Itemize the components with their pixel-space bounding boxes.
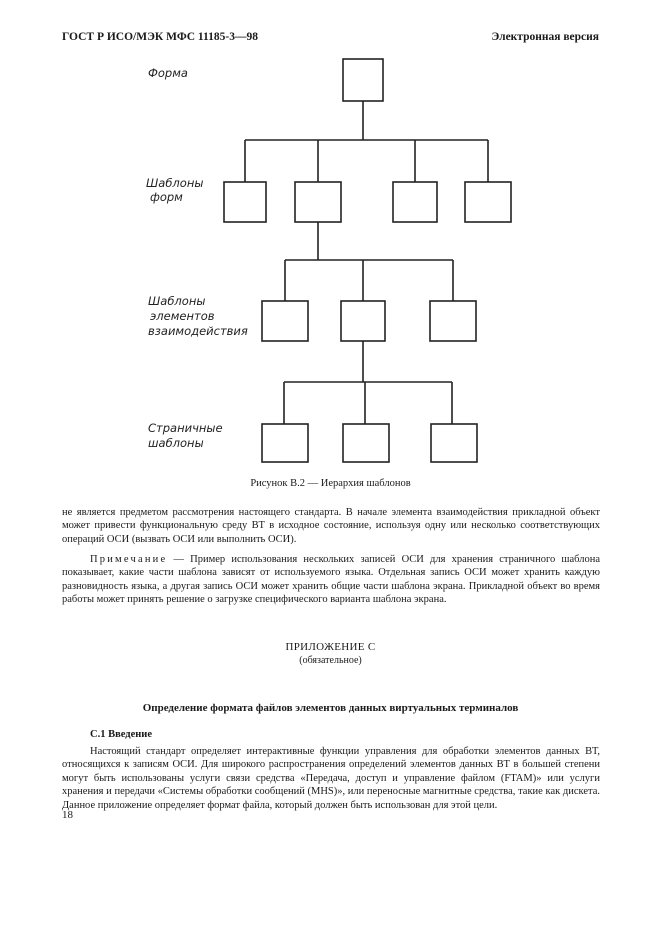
appendix-title: ПРИЛОЖЕНИЕ С: [285, 641, 376, 653]
intro-paragraph: Настоящий стандарт определяет интерактивные функции управления для обработки элементов данных ВТ, относящихся к записям ОСИ. Для широкого распространения определений элементов данных ВТ в большей степени могут быть использованы услуги связи средства «Передача, доступ и управление файлом (FTAM)» или услуги хранения и передачи «Системы обработки сообщений (MHS)», или переносные магнитные средства, такие как дискета. Данное приложение определяет формат файла, который должен быть использован для этой цели.: [62, 746, 600, 811]
page-number: 18: [62, 809, 73, 821]
page-template-box: [343, 424, 389, 462]
appendix-subtitle: (обязательное): [299, 655, 362, 666]
page-template-box: [431, 424, 477, 462]
interaction-element-template-box: [262, 301, 308, 341]
interaction-element-template-box: [341, 301, 385, 341]
form-template-box: [295, 182, 341, 222]
section-title: Определение формата файлов элементов данных виртуальных терминалов: [142, 702, 519, 714]
form-template-box: [224, 182, 266, 222]
form-template-box: [465, 182, 511, 222]
level-label: Форма: [148, 66, 188, 80]
level-label: Шаблоны: [148, 294, 206, 308]
figure-caption: Рисунок B.2 — Иерархия шаблонов: [250, 478, 411, 489]
interaction-element-template-box: [430, 301, 476, 341]
level-label: Шаблоны: [146, 176, 204, 190]
level-label: взаимодействия: [148, 324, 248, 338]
level-label: Страничные: [148, 421, 223, 435]
level-label: элементов: [150, 309, 215, 323]
level-label: форм: [150, 190, 183, 204]
subsection-heading: С.1 Введение: [90, 729, 153, 740]
document-code: ГОСТ Р ИСО/МЭК МФС 11185-3—98: [62, 31, 258, 43]
electronic-version-label: Электронная версия: [491, 31, 599, 43]
note-paragraph: [62, 553, 600, 607]
note-label: Примечание: [90, 554, 168, 565]
note-text: — Пример использования нескольких записей ОСИ для хранения страничного шаблона показывает, какие части шаблона зависят от используемого языка. Отдельная запись ОСИ может хранить каждую разновидность языка, а другая запись ОСИ может хранить общие части шаблона экрана. Прикладной объект во время работы может принять решение о загрузке специфического варианта шаблона экрана.: [62, 554, 600, 606]
form-template-box: [393, 182, 437, 222]
level-label: шаблоны: [148, 436, 204, 450]
form-box: [343, 59, 383, 101]
body-paragraph: не является предметом рассмотрения настоящего стандарта. В начале элемента взаимодействия прикладной объект может привести функциональную среду ВТ в исходное состояние, используя одну или несколько соответствующих операций ОСИ (вызвать ОСИ или выполнить ОСИ).: [62, 507, 600, 545]
page-template-box: [262, 424, 308, 462]
